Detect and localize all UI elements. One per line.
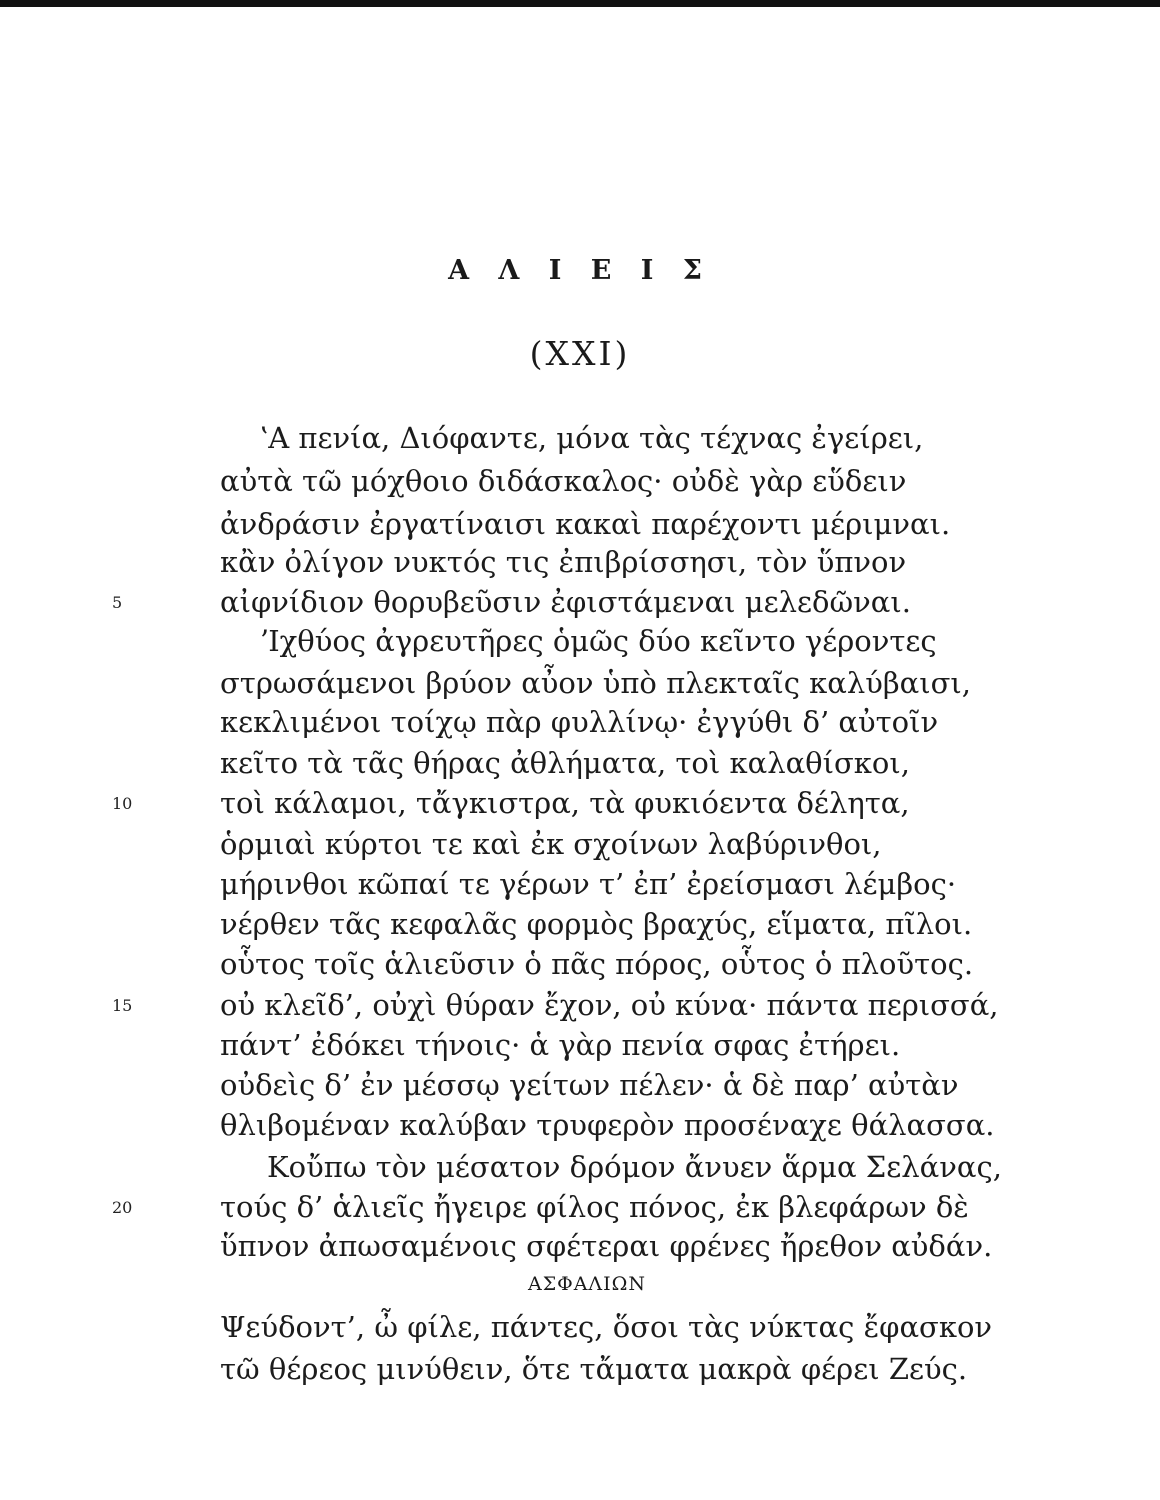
line-number: 5 (112, 593, 123, 612)
line-number: 15 (112, 996, 133, 1015)
poem-line: κἂν ὀλίγον νυκτός τις ἐπιβρίσσησι, τὸν ὕπνον (220, 545, 907, 579)
poem-line: ὕπνον ἀπωσαμένοις σφέτεραι φρένες ἤρεθον αὐδάν. (220, 1229, 993, 1263)
poem-line: κεκλιμένοι τοίχῳ πὰρ φυλλίνῳ· ἐγγύθι δ’ αὐτοῖν (220, 705, 939, 739)
speaker-name: ΑΣΦΑΛΙΩΝ (527, 1273, 647, 1295)
poem-line: στρωσάμενοι βρύον αὖον ὑπὸ πλεκταῖς καλύβαισι, (220, 666, 971, 700)
poem-line: ʼΙχθύος ἀγρευτῆρες ὁμῶς δύο κεῖντο γέροντες (259, 624, 937, 658)
speech-line: τῶ θέρεος μινύθειν, ὅτε τἄματα μακρὰ φέρει Ζεύς. (220, 1352, 968, 1386)
poem-line: οὐ κλεῖδ’, οὐχὶ θύραν ἔχον, οὐ κύνα· πάντα περισσά, (220, 988, 999, 1022)
poem-number: (XXI) (529, 334, 631, 373)
poem-line: Κοὔπω τὸν μέσατον δρόμον ἄνυεν ἅρμα Σελάνας, (267, 1150, 1002, 1184)
poem-line: αὐτὰ τῶ μόχθοιο διδάσκαλος· οὐδὲ γὰρ εὕδειν (220, 464, 907, 498)
poem-line: νέρθεν τᾶς κεφαλᾶς φορμὸς βραχύς, εἵματα, πῖλοι. (220, 907, 973, 941)
poem-line: πάντ’ ἐδόκει τήνοις· ἁ γὰρ πενία σφας ἐτήρει. (220, 1028, 901, 1062)
poem-line: τούς δ’ ἁλιεῖς ἤγειρε φίλος πόνος, ἐκ βλεφάρων δὲ (220, 1190, 969, 1224)
top-border (0, 0, 1160, 7)
poem-line: οὐδεὶς δ’ ἐν μέσσῳ γείτων πέλεν· ἁ δὲ παρ’ αὐτὰν (220, 1068, 959, 1102)
poem-line: ἀνδράσιν ἐργατίναισι κακαὶ παρέχοντι μέριμναι. (220, 507, 951, 541)
poem-line: ὁρμιαὶ κύρτοι τε καὶ ἐκ σχοίνων λαβύρινθοι, (220, 827, 882, 861)
line-number: 10 (112, 794, 133, 813)
poem-line: αἰφνίδιον θορυβεῦσιν ἐφιστάμεναι μελεδῶναι. (220, 585, 911, 619)
poem-title: Α Λ Ι Ε Ι Σ (448, 255, 712, 286)
poem-line: μήρινθοι κῶπαί τε γέρων τ’ ἐπ’ ἐρείσμασι λέμβος· (220, 867, 957, 901)
poem-line: οὗτος τοῖς ἁλιεῦσιν ὁ πᾶς πόρος, οὗτος ὁ πλοῦτος. (220, 947, 974, 981)
poem-line: ʽΑ πενία, Διόφαντε, μόνα τὰς τέχνας ἐγείρει, (259, 421, 924, 455)
speech-line: Ψεύδοντ’, ὦ φίλε, πάντες, ὅσοι τὰς νύκτας ἔφασκον (220, 1310, 993, 1344)
line-number: 20 (112, 1198, 133, 1217)
poem-line: θλιβομέναν καλύβαν τρυφερὸν προσέναχε θάλασσα. (220, 1108, 995, 1142)
poem-line: κεῖτο τὰ τᾶς θήρας ἀθλήματα, τοὶ καλαθίσκοι, (220, 746, 910, 780)
poem-line: τοὶ κάλαμοι, τἄγκιστρα, τὰ φυκιόεντα δέλητα, (220, 786, 910, 820)
